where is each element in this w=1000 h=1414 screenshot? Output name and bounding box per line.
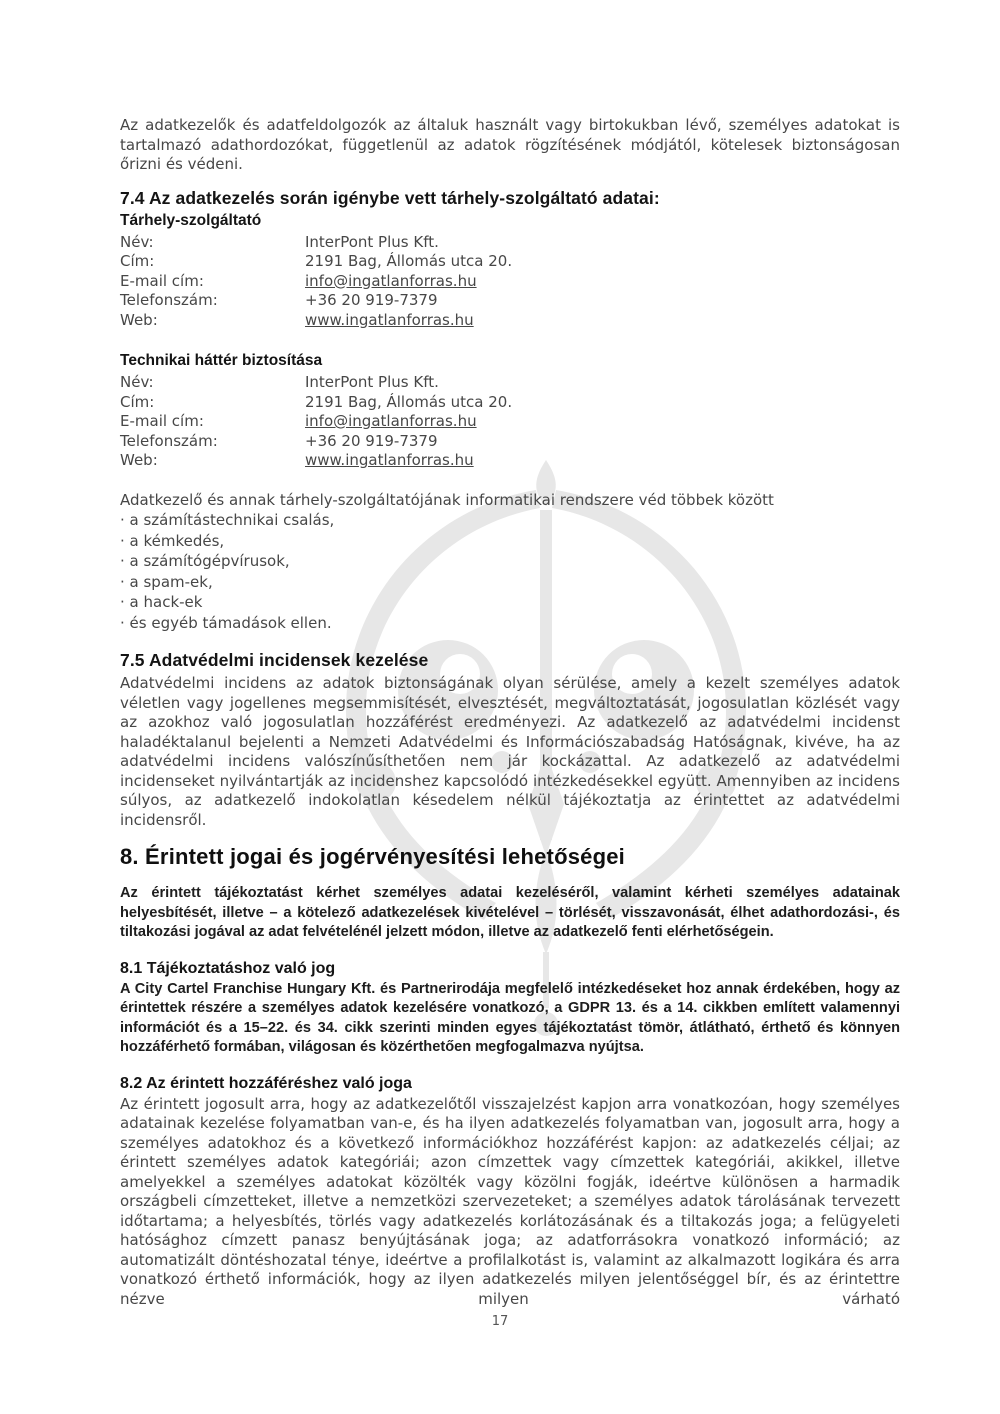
contact-row [120, 311, 900, 331]
contact-label: E-mail cím: [120, 412, 204, 430]
contact-value: InterPont Plus Kft. [305, 232, 439, 251]
section-8-1-body: A City Cartel Franchise Hungary Kft. és Partnerirodája megfelelő intézkedéseket hoz annak érdekében, hogy az érintettek részére a személyes adatok kezelésére vonatkozó, a GDPR 13. és a 14. cikkben említett valamennyi információt és a 15–22. és 34. cikk szerinti minden egyes tájékoztatást tömör, átlátható, érthető és könnyen hozzáférhető formában, világosan és közérthetően megfogalmazva nyújtsa. [120, 980, 900, 1055]
technical-background-details [120, 373, 900, 471]
contact-row [120, 272, 900, 292]
contact-value: 2191 Bag, Állomás utca 20. [305, 252, 513, 270]
contact-label: Név: [120, 232, 154, 251]
contact-value: +36 20 919-7379 [305, 291, 438, 309]
contact-row [120, 432, 900, 452]
contact-value: InterPont Plus Kft. [305, 373, 439, 391]
hosting-provider-details [120, 233, 900, 331]
bullet-item: · a hack-ek [120, 593, 203, 611]
email-link[interactable]: info@ingatlanforras.hu [305, 271, 477, 290]
contact-row [120, 393, 900, 413]
contact-label: Cím: [120, 252, 155, 270]
section-8-2-heading: 8.2 Az érintett hozzáféréshez való joga [120, 1074, 412, 1092]
bullet-item: · a spam-ek, [120, 572, 213, 591]
contact-label: Web: [120, 451, 158, 469]
section-7-5-heading: 7.5 Adatvédelmi incidensek kezelése [120, 650, 429, 670]
bullet-item: · a számítástechnikai csalás, [120, 511, 335, 529]
contact-label: Telefonszám: [120, 431, 218, 450]
contact-row [120, 291, 900, 311]
intro-paragraph: Az adatkezelők és adatfeldolgozók az általuk használt vagy birtokukban lévő, személyes adatokat is tartalmazó adathordozókat, függetlenül az adatok rögzítésének módjától, kötelesek biztonságosan őrizni és védeni. [120, 116, 900, 173]
email-link[interactable]: info@ingatlanforras.hu [305, 412, 477, 430]
contact-label: Web: [120, 310, 158, 329]
page-number: 17 [491, 1314, 509, 1329]
contact-label: Telefonszám: [120, 291, 218, 309]
contact-row [120, 252, 900, 272]
page-content [120, 116, 900, 1309]
protection-intro: Adatkezelő és annak tárhely-szolgáltatójának informatikai rendszere véd többek között [120, 490, 774, 509]
contact-row [120, 373, 900, 393]
contact-label: E-mail cím: [120, 271, 204, 290]
section-7-4-heading: 7.4 Az adatkezelés során igénybe vett tárhely-szolgáltató adatai: [120, 187, 660, 208]
section-8-2-body: Az érintett jogosult arra, hogy az adatkezelőtől visszajelzést kapjon arra vonatkozóan, hogy személyes adatainak kezelése folyamatban van-e, és ha ilyen adatkezelés folyamatban van, jogosult arra, hogy a személyes adatokhoz és a következő információkhoz hozzáférést kapjon: az adatkezelés céljai; az érintett személyes adatok kategóriái; azon címzettek vagy címzettek kategóriái, akikkel, illetve amelyekkel a személyes adatokat közölték vagy közölni fogják, ideértve különösen a harmadik országbeli címzetteket, illetve a nemzetközi szervezeteket; a személyes adatok tárolásának tervezett időtartama; a helyesbítés, törlés vagy adatkezelés korlátozásának és a tiltakozás joga; a felügyeleti hatósághoz címzett panasz benyújtásának joga; az adatforrásokra vonatkozó információ; az automatizált döntéshozatal ténye, ideértve a profilalkotást is, valamint az alkalmazott logikára és arra vonatkozó érthető információk, hogy az ilyen adatkezelés milyen jelentőséggel bír, és az érintettre nézve milyen várható [120, 1094, 900, 1308]
bullet-item: · a számítógépvírusok, [120, 552, 290, 570]
technical-background-title: Technikai háttér biztosítása [120, 352, 323, 369]
web-link[interactable]: www.ingatlanforras.hu [305, 451, 474, 469]
hosting-provider-title: Tárhely-szolgáltató [120, 211, 262, 229]
web-link[interactable]: www.ingatlanforras.hu [305, 310, 474, 329]
contact-row [120, 451, 900, 471]
bullet-item: · a kémkedés, [120, 531, 225, 550]
contact-row [120, 233, 900, 253]
section-8-1-heading: 8.1 Tájékoztatáshoz való jog [120, 959, 336, 977]
section-8-intro: Az érintett tájékoztatást kérhet személyes adatai kezeléséről, valamint kérheti személyes adatainak helyesbítését, illetve – a kötelező adatkezelések kivételével – törlését, visszavonását, élhet adathordozási-, és tiltakozási jogával az adat felvételénél jelzett módon, illetve az adatkezelő fenti elérhetőségein. [120, 885, 900, 940]
contact-value: +36 20 919-7379 [305, 431, 438, 450]
contact-label: Cím: [120, 392, 155, 411]
contact-label: Név: [120, 373, 154, 391]
bullet-item: · és egyéb támadások ellen. [120, 613, 332, 632]
section-7-5-body: Adatvédelmi incidens az adatok biztonságának olyan sérülése, amely a kezelt személyes adatok véletlen vagy jogellenes megsemmisítését, elvesztését, megváltoztatását, jogosulatlan közlését vagy az azokhoz való jogosulatlan hozzáférést eredményezi. Az adatkezelő az adatvédelmi incidenst haladéktalanul bejelenti a Nemzeti Adatvédelmi és Információszabadság Hatóságnak, kivéve, ha az adatvédelmi incidens valószínűsíthetően nem jár kockázattal. Az adatkezelő az adatvédelmi incidenseket nyilvántartják az incidenshez kapcsolódó intézkedésekkel együtt. Amennyiben az incidens súlyos, az adatkezelő indokolatlan késedelem nélkül tájékoztatja az érintettet az adatvédelmi incidensről. [120, 674, 900, 829]
contact-value: 2191 Bag, Állomás utca 20. [305, 392, 513, 411]
protection-list [120, 510, 900, 633]
section-8-heading: 8. Érintett jogai és jogérvényesítési lehetőségei [120, 844, 625, 869]
contact-row [120, 412, 900, 432]
